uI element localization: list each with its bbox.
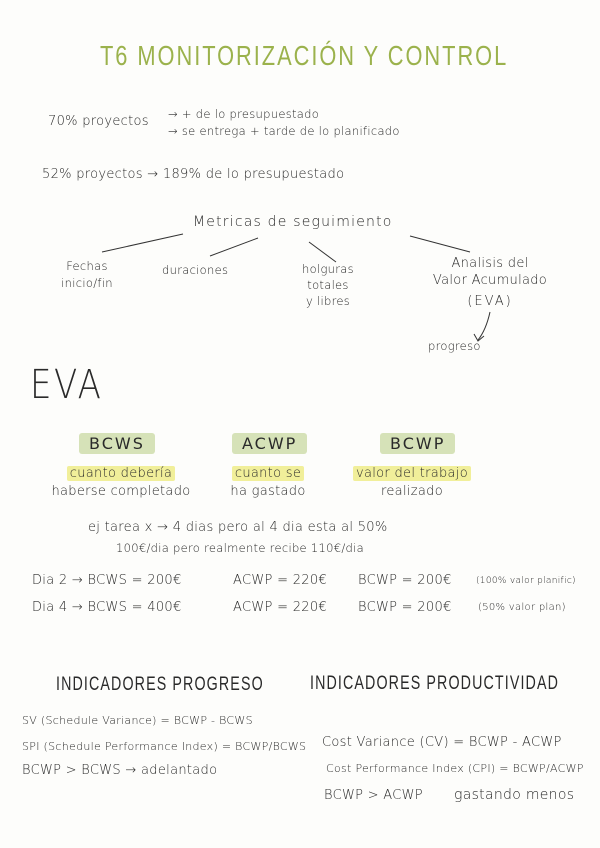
page-title: T6 MONITORIZACIÓN Y CONTROL [100, 40, 509, 71]
metricas-holguras-3: y libres [305, 294, 351, 308]
day4-note: (50% valor plan) [478, 602, 566, 613]
day4-acwp: ACWP = 220€ [233, 600, 327, 615]
day2-note: (100% valor planific) [476, 576, 576, 586]
metricas-fechas-1: Fechas [66, 259, 108, 273]
bcwp-desc-2: realizado [381, 484, 443, 499]
bcwp-desc [350, 466, 474, 499]
day2-acwp: ACWP = 220€ [233, 573, 327, 588]
acwp-desc [222, 466, 314, 499]
example-line-2: 100€/dia pero realmente recibe 110€/dia [116, 541, 364, 555]
badge-bcws: BCWS [79, 433, 155, 454]
progreso-condition: BCWP > BCWS → adelantado [22, 763, 218, 778]
bcws-desc-1: cuanto debería [67, 466, 175, 481]
badge-bcwp: BCWP [380, 433, 455, 454]
metricas-holguras-2: totales [307, 278, 349, 292]
metricas-duraciones: duraciones [162, 263, 229, 277]
acwp-desc-2: ha gastado [230, 484, 306, 499]
badge-acwp: ACWP [232, 433, 307, 454]
cv-formula: Cost Variance (CV) = BCWP - ACWP [322, 735, 562, 750]
stat-70-label: 70% proyectos [48, 114, 149, 129]
productividad-heading: INDICADORES PRODUCTIVIDAD [310, 673, 560, 694]
bcws-desc [50, 466, 192, 499]
metricas-progreso: progreso [428, 339, 481, 353]
metricas-holguras-1: holguras [302, 262, 354, 276]
metricas-analisis-1: Analisis del [451, 256, 529, 271]
day4-bcwp: BCWP = 200€ [358, 600, 452, 615]
stat-52: 52% proyectos → 189% de lo presupuestado [42, 167, 345, 182]
metricas-analisis-2: Valor Acumulado [432, 273, 548, 288]
eva-heading: EVA [30, 362, 104, 408]
metricas-analisis-3: (EVA) [467, 294, 513, 309]
cpi-formula: Cost Performance Index (CPI) = BCWP/ACWP [326, 762, 584, 775]
productividad-condition-a: BCWP > ACWP [324, 788, 423, 803]
sv-formula: SV (Schedule Variance) = BCWP - BCWS [22, 714, 253, 727]
metricas-fechas [60, 259, 114, 290]
stat-70-line-a: → + de lo presupuestado [168, 107, 320, 121]
day4-bcws: Dia 4 → BCWS = 400€ [32, 600, 182, 615]
bcwp-desc-1: valor del trabajo [353, 466, 471, 481]
day2-bcws: Dia 2 → BCWS = 200€ [32, 573, 182, 588]
spi-formula: SPI (Schedule Performance Index) = BCWP/BCWS [22, 740, 307, 753]
acwp-desc-1: cuanto se [232, 466, 304, 481]
metricas-fechas-2: inicio/fin [61, 276, 113, 290]
day2-bcwp: BCWP = 200€ [358, 573, 452, 588]
stat-70-line-b: → se entrega + tarde de lo planificado [168, 124, 400, 138]
metricas-analisis [420, 256, 560, 309]
metricas-holguras [292, 262, 364, 308]
metricas-title: Metricas de seguimiento [193, 214, 393, 230]
example-line-1: ej tarea x → 4 dias pero al 4 dia esta al 50% [88, 520, 388, 535]
bcws-desc-2: haberse completado [51, 484, 191, 499]
productividad-condition-b: gastando menos [454, 787, 575, 803]
progreso-heading: INDICADORES PROGRESO [56, 674, 264, 695]
